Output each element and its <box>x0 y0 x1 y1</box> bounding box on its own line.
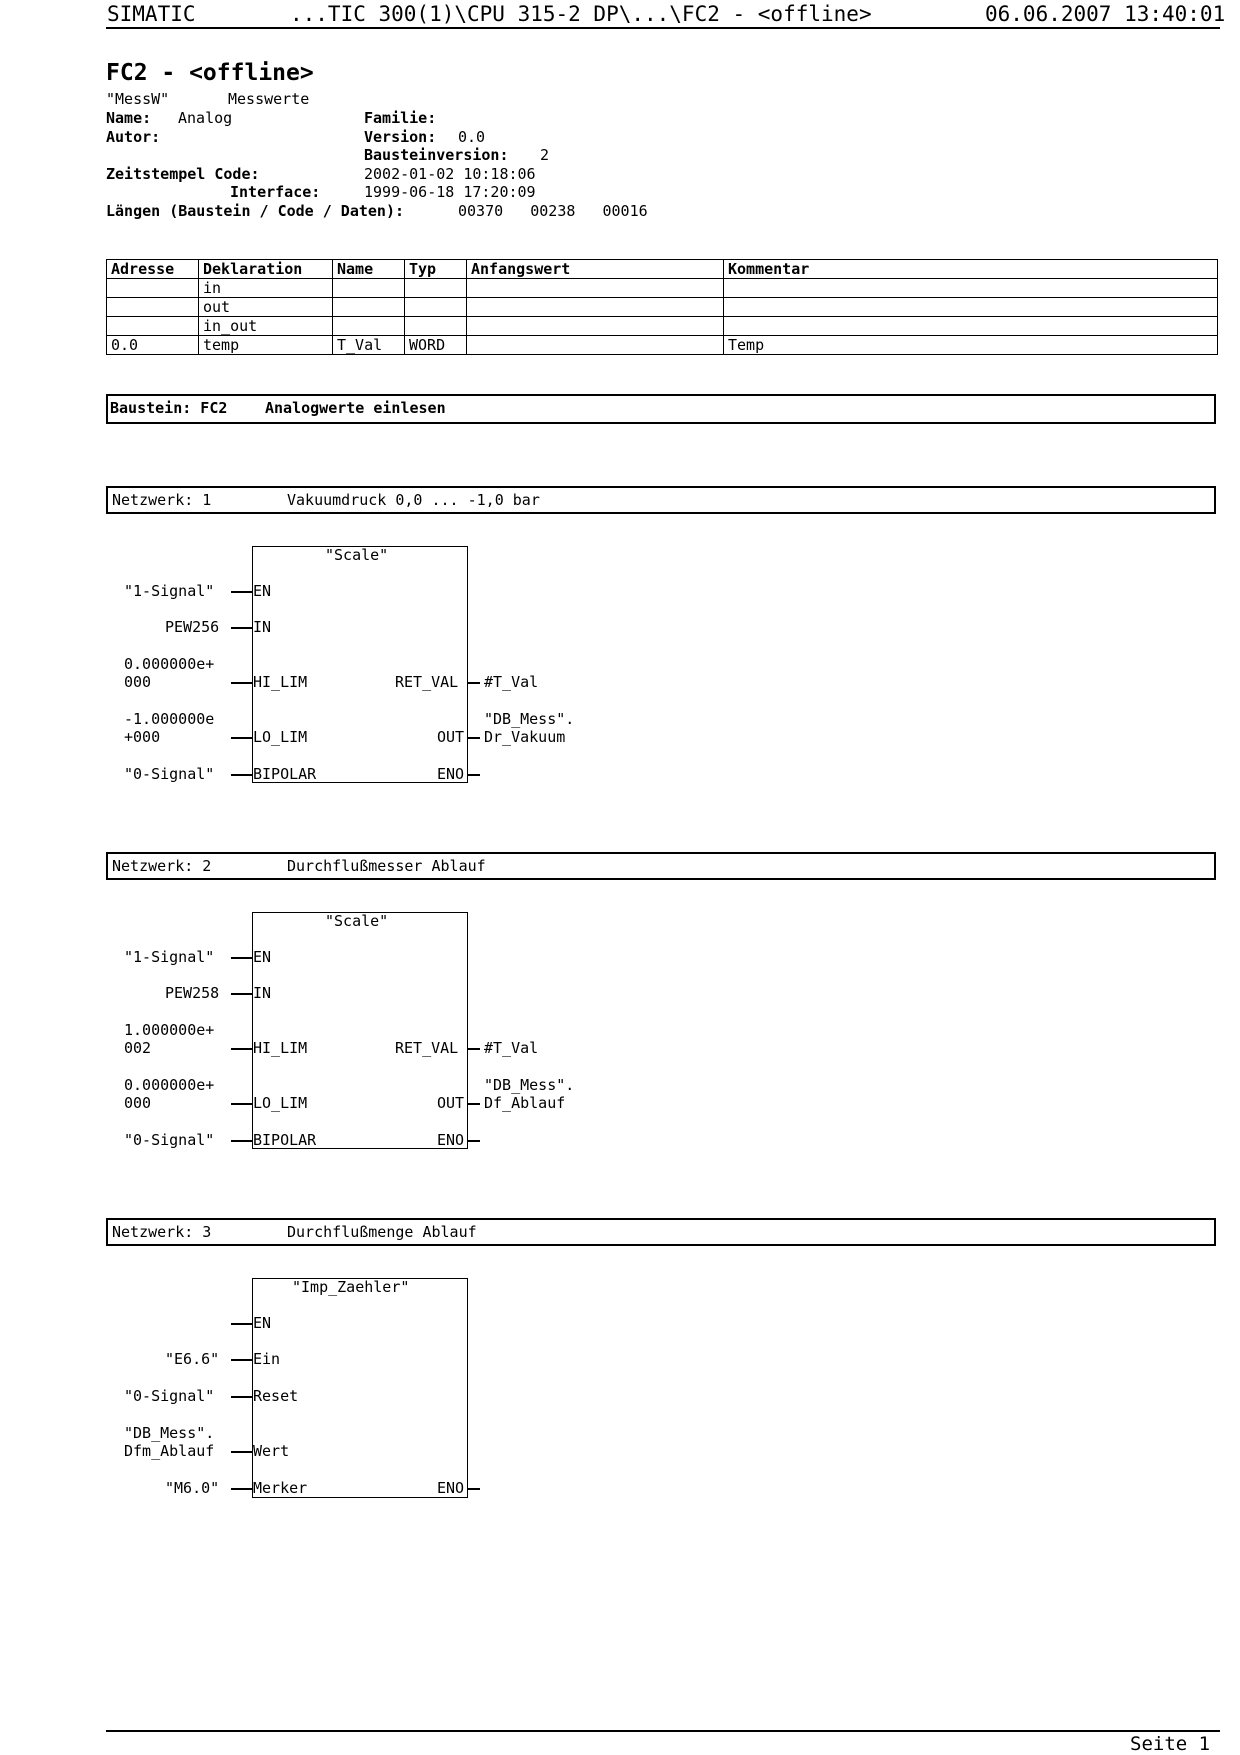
wire <box>468 1103 480 1105</box>
zeitstempel-label: Zeitstempel Code: <box>106 165 260 183</box>
name-value: Analog <box>178 109 233 127</box>
operand-lo-lim-1: -1.000000e <box>124 710 215 728</box>
table-cell <box>467 317 724 336</box>
wire <box>468 682 480 684</box>
operand-ein: "E6.6" <box>165 1350 220 1368</box>
table-cell: WORD <box>405 336 467 355</box>
wire <box>468 774 480 776</box>
zeitstempel-value: 2002-01-02 10:18:06 <box>364 165 536 183</box>
pin-out: OUT <box>437 1094 465 1112</box>
wire <box>231 1048 252 1050</box>
wire <box>231 682 252 684</box>
version-value: 0.0 <box>458 128 486 146</box>
operand-lo-lim-1: 0.000000e+ <box>124 1076 215 1094</box>
table-cell: 0.0 <box>107 336 199 355</box>
pin-lo-lim: LO_LIM <box>253 1094 308 1112</box>
pin-in: IN <box>253 618 272 636</box>
header-rule <box>106 27 1220 29</box>
wire <box>231 993 252 995</box>
operand-en: "1-Signal" <box>124 582 215 600</box>
table-cell <box>107 298 199 317</box>
table-cell: in <box>199 279 333 298</box>
operand-out-1: "DB_Mess". <box>484 710 575 728</box>
name-label: Name: <box>106 109 152 127</box>
operand-in: PEW258 <box>165 984 220 1002</box>
col-header-typ: Typ <box>405 260 467 279</box>
operand-out-2: Dr_Vakuum <box>484 728 566 746</box>
network-1-header <box>106 486 1216 514</box>
network-1-block-name: "Scale" <box>325 546 389 564</box>
table-cell <box>107 317 199 336</box>
table-cell: T_Val <box>333 336 405 355</box>
operand-ret-val: #T_Val <box>484 1039 539 1057</box>
col-header-adresse: Adresse <box>107 260 199 279</box>
table-row <box>107 336 1218 355</box>
table-header-row <box>107 260 1218 279</box>
pin-en: EN <box>253 1314 272 1332</box>
network-1-label: Netzwerk: 1 <box>112 491 212 509</box>
operand-reset: "0-Signal" <box>124 1387 215 1405</box>
wire <box>468 1048 480 1050</box>
network-2-comment: Durchflußmesser Ablauf <box>287 857 486 875</box>
table-cell <box>724 298 1218 317</box>
operand-in: PEW256 <box>165 618 220 636</box>
pin-ret-val: RET_VAL <box>395 673 459 691</box>
pin-ein: Ein <box>253 1350 281 1368</box>
table-cell: out <box>199 298 333 317</box>
wire <box>231 1451 252 1453</box>
operand-hi-lim-1: 0.000000e+ <box>124 655 215 673</box>
wire <box>231 1140 252 1142</box>
wire <box>231 591 252 593</box>
pin-wert: Wert <box>253 1442 290 1460</box>
pin-in: IN <box>253 984 272 1002</box>
pin-en: EN <box>253 582 272 600</box>
page-title: FC2 - <offline> <box>106 60 314 86</box>
page-number: Seite 1 <box>1130 1733 1211 1755</box>
operand-out-2: Df_Ablauf <box>484 1094 566 1112</box>
pin-hi-lim: HI_LIM <box>253 673 308 691</box>
network-2-label: Netzwerk: 2 <box>112 857 212 875</box>
operand-bipolar: "0-Signal" <box>124 1131 215 1149</box>
operand-merker: "M6.0" <box>165 1479 220 1497</box>
block-symbol-comment: Messwerte <box>228 90 310 108</box>
operand-out-1: "DB_Mess". <box>484 1076 575 1094</box>
table-cell <box>333 317 405 336</box>
table-cell: in_out <box>199 317 333 336</box>
pin-out: OUT <box>437 728 465 746</box>
operand-ret-val: #T_Val <box>484 673 539 691</box>
wire <box>231 1488 252 1490</box>
bausteinversion-label: Bausteinversion: <box>364 146 509 164</box>
network-3-block-name: "Imp_Zaehler" <box>292 1278 410 1296</box>
wire <box>231 1323 252 1325</box>
version-label: Version: <box>364 128 437 146</box>
wire <box>231 774 252 776</box>
wire <box>231 627 252 629</box>
operand-wert-1: "DB_Mess". <box>124 1424 215 1442</box>
table-cell: temp <box>199 336 333 355</box>
table-cell <box>107 279 199 298</box>
block-symbol: "MessW" <box>106 90 170 108</box>
network-2-block-name: "Scale" <box>325 912 389 930</box>
table-cell: Temp <box>724 336 1218 355</box>
operand-wert-2: Dfm_Ablauf <box>124 1442 215 1460</box>
familie-label: Familie: <box>364 109 437 127</box>
wire <box>468 1140 480 1142</box>
pin-en: EN <box>253 948 272 966</box>
pin-bipolar: BIPOLAR <box>253 765 317 783</box>
operand-hi-lim-2: 000 <box>124 673 152 691</box>
table-cell <box>333 298 405 317</box>
table-row <box>107 279 1218 298</box>
header-datetime: 06.06.2007 13:40:01 <box>985 2 1226 26</box>
network-3-comment: Durchflußmenge Ablauf <box>287 1223 477 1241</box>
operand-lo-lim-2: +000 <box>124 728 161 746</box>
autor-label: Autor: <box>106 128 161 146</box>
col-header-kommentar: Kommentar <box>724 260 1218 279</box>
table-row <box>107 298 1218 317</box>
bausteinversion-value: 2 <box>540 146 550 164</box>
operand-bipolar: "0-Signal" <box>124 765 215 783</box>
table-cell <box>333 279 405 298</box>
wire <box>231 1396 252 1398</box>
col-header-anfangswert: Anfangswert <box>467 260 724 279</box>
wire <box>231 1359 252 1361</box>
operand-lo-lim-2: 000 <box>124 1094 152 1112</box>
pin-eno: ENO <box>437 1131 465 1149</box>
operand-en: "1-Signal" <box>124 948 215 966</box>
wire <box>231 737 252 739</box>
pin-reset: Reset <box>253 1387 299 1405</box>
baustein-box <box>106 394 1216 424</box>
col-header-name: Name <box>333 260 405 279</box>
col-header-deklaration: Deklaration <box>199 260 333 279</box>
table-cell <box>405 298 467 317</box>
pin-merker: Merker <box>253 1479 308 1497</box>
wire <box>468 737 480 739</box>
table-cell <box>724 279 1218 298</box>
header-app: SIMATIC <box>107 2 196 26</box>
table-cell <box>724 317 1218 336</box>
network-2-header <box>106 852 1216 880</box>
network-2-scale-block <box>252 912 468 1149</box>
table-cell <box>467 336 724 355</box>
table-row <box>107 317 1218 336</box>
header-path: ...TIC 300(1)\CPU 315-2 DP\...\FC2 - <offline> <box>290 2 872 26</box>
baustein-label: Baustein: FC2 <box>110 399 228 417</box>
pin-lo-lim: LO_LIM <box>253 728 308 746</box>
wire <box>468 1488 480 1490</box>
network-3-label: Netzwerk: 3 <box>112 1223 212 1241</box>
pin-bipolar: BIPOLAR <box>253 1131 317 1149</box>
table-cell <box>405 279 467 298</box>
wire <box>231 957 252 959</box>
laengen-label: Längen (Baustein / Code / Daten): <box>106 202 405 220</box>
network-3-header <box>106 1218 1216 1246</box>
pin-hi-lim: HI_LIM <box>253 1039 308 1057</box>
table-cell <box>405 317 467 336</box>
pin-ret-val: RET_VAL <box>395 1039 459 1057</box>
table-cell <box>467 298 724 317</box>
pin-eno: ENO <box>437 765 465 783</box>
interface-value: 1999-06-18 17:20:09 <box>364 183 536 201</box>
operand-hi-lim-2: 002 <box>124 1039 152 1057</box>
pin-eno: ENO <box>437 1479 465 1497</box>
interface-label: Interface: <box>230 183 321 201</box>
laengen-values: 00370 00238 00016 <box>458 202 648 220</box>
network-1-comment: Vakuumdruck 0,0 ... -1,0 bar <box>287 491 540 509</box>
wire <box>231 1103 252 1105</box>
interface-table <box>106 259 1218 355</box>
network-1-scale-block <box>252 546 468 783</box>
baustein-comment: Analogwerte einlesen <box>265 399 446 417</box>
footer-rule <box>106 1730 1220 1732</box>
table-cell <box>467 279 724 298</box>
operand-hi-lim-1: 1.000000e+ <box>124 1021 215 1039</box>
